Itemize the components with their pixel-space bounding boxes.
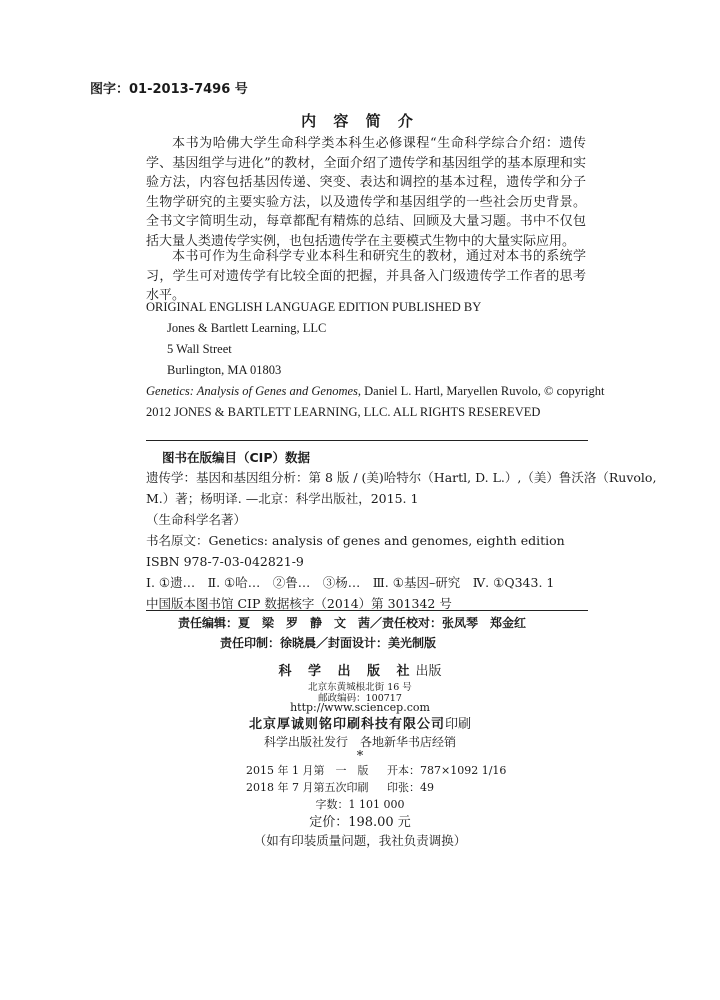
original-rights: 2012 JONES & BARTLETT LEARNING, LLC. ALL RIGHTS RESEREVED	[146, 405, 541, 419]
printing-info: 2018 年 7 月第五次印刷	[246, 781, 369, 794]
quality-note: （如有印装质量问题，我社负责调换）	[253, 833, 467, 848]
cip-line-3: （生命科学名著）	[146, 512, 247, 527]
publisher-website: http://www.sciencep.com	[290, 701, 430, 714]
cip-top-rule	[146, 440, 588, 441]
printer-suffix: 印刷	[445, 717, 472, 732]
intro-paragraph-1-text: 本书为哈佛大学生命科学类本科生必修课程“生命科学综合介绍：遗传学、基因组学与进化”的教材，全面介绍了遗传学和基因组学的基本原理和实验方法，内容包括基因传递、突变、表达和调控的基本过程，遗传学和分子生物学研究的主要实验方法，以及遗传学和基因组学的一些社会历史背景。全书文字简明生动，每章都配有精炼的总结、回顾及大量习题。书中不仅包括大量人类遗传学实例，也包括遗传学在主要模式生物中的大量实际应用。	[146, 136, 586, 249]
original-title-line	[146, 381, 605, 402]
intro-title: 内 容 简 介	[301, 112, 419, 130]
original-street: 5 Wall Street	[167, 342, 232, 356]
original-authors: , Daniel L. Hartl, Maryellen Ruvolo, © copyright	[357, 384, 605, 398]
distribution-line: 科学出版社发行 各地新华书店经销	[263, 735, 456, 749]
original-book-title: Genetics: Analysis of Genes and Genomes	[146, 384, 358, 398]
publisher-name-line	[0, 660, 720, 679]
publisher-name: 科 学 出 版 社	[278, 664, 416, 679]
original-edition-heading: ORIGINAL ENGLISH LANGUAGE EDITION PUBLISHED BY	[146, 300, 482, 314]
copyright-registration: 图字：01-2013-7496 号	[90, 82, 248, 97]
publisher-postcode: 邮政编码：100717	[318, 693, 402, 704]
cip-line-5: ISBN 978-7-03-042821-9	[146, 554, 304, 569]
cip-line-2: M.）著；杨明译. —北京：科学出版社，2015. 1	[146, 491, 419, 506]
intro-paragraph-2-text: 本书可作为生命科学专业本科生和研究生的教材，通过对本书的系统学习，学生可对遗传学有比较全面的把握，并具备入门级遗传学工作者的思考水平。	[146, 249, 586, 304]
intro-paragraph-1	[146, 134, 586, 252]
cip-title: 图书在版编目（CIP）数据	[162, 450, 310, 465]
cip-block	[146, 467, 657, 614]
printer-line	[0, 713, 720, 732]
original-city: Burlington, MA 01803	[167, 363, 282, 377]
staff-line-2: 责任印制：徐晓晨／封面设计：美光制版	[220, 636, 437, 650]
printer-name: 北京厚诚则铭印刷科技有限公司	[248, 717, 445, 732]
separator-star: *	[356, 749, 364, 764]
sheets-info: 印张：49	[387, 781, 434, 794]
price-info: 定价：198.00 元	[309, 815, 411, 830]
original-publisher: Jones & Bartlett Learning, LLC	[167, 321, 327, 335]
cip-line-7: 中国版本图书馆 CIP 数据核字（2014）第 301342 号	[146, 596, 452, 611]
cip-line-4: 书名原文：Genetics: analysis of genes and genomes, eighth edition	[146, 533, 565, 548]
publisher-suffix: 出版	[415, 664, 442, 679]
original-edition-block	[146, 297, 605, 423]
staff-line-1: 责任编辑：夏 梁 罗 静 文 茜／责任校对：张凤琴 郑金红	[178, 616, 527, 630]
cip-bottom-rule	[146, 610, 588, 611]
cip-line-1: 遗传学：基因和基因组分析：第 8 版 / (美)哈特尔（Hartl, D. L.）,（美）鲁沃洛（Ruvolo,	[146, 470, 657, 485]
publisher-address: 北京东黄城根北街 16 号	[308, 682, 412, 693]
wordcount-info: 字数：1 101 000	[315, 798, 405, 811]
format-info: 开本：787×1092 1/16	[387, 764, 507, 777]
cip-line-6: Ⅰ. ①遗… Ⅱ. ①哈… ②鲁… ③杨… Ⅲ. ①基因–研究 Ⅳ. ①Q343. 1	[146, 575, 555, 590]
edition-info: 2015 年 1 月第 一 版	[246, 764, 369, 777]
